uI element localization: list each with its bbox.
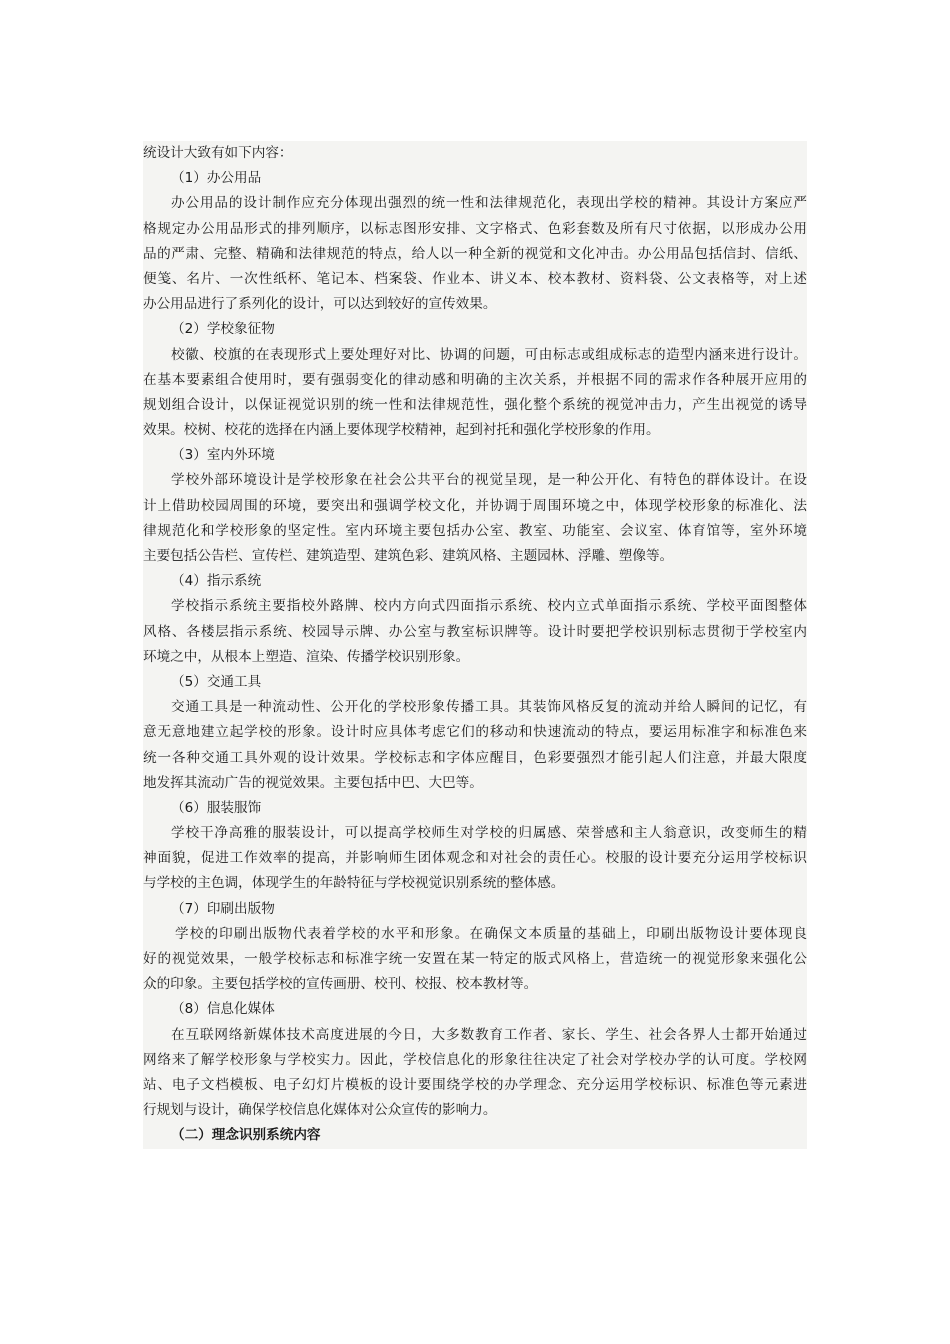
paragraph-line: 便笺、名片、一次性纸杯、笔记本、档案袋、作业本、讲义本、校本教材、资料袋、公文表格等，对上述 <box>143 270 807 287</box>
intro-line: 统设计大致有如下内容： <box>143 145 293 161</box>
paragraph-line: 格规定办公用品形式的排列顺序，以标志图形安排、文字格式、色彩套数及所有尺寸依据，以形成办公用 <box>143 220 807 237</box>
paragraph-line: 统一各种交通工具外观的设计效果。学校标志和字体应醒目，色彩要强烈才能引起人们注意，并最大限度 <box>143 749 807 766</box>
paragraph-line: 学校指示系统主要指校外路牌、校内方向式四面指示系统、校内立式单面指示系统、学校平面图整体 <box>171 598 807 615</box>
next-section-heading: （二）理念识别系统内容 <box>171 1127 321 1144</box>
paragraph-line: 神面貌，促进工作效率的提高，并影响师生团体观念和对社会的责任心。校服的设计要充分运用学校标识 <box>143 850 807 867</box>
paragraph-line: 校徽、校旗的在表现形式上要处理好对比、协调的问题，可由标志或组成标志的造型内涵来进行设计。 <box>171 346 807 363</box>
paragraph-line: 地发挥其流动广告的视觉效果。主要包括中巴、大巴等。 <box>143 774 483 791</box>
paragraph-line: 意无意地建立起学校的形象。设计时应具体考虑它们的移动和快速流动的特点，要运用标准字和标准色来 <box>143 724 807 741</box>
paragraph-line: 在基本要素组合使用时，要有强弱变化的律动感和明确的主次关系，并根据不同的需求作各种展开应用的 <box>143 371 807 388</box>
paragraph-line: 风格、各楼层指示系统、校园导示牌、办公室与教室标识牌等。设计时要把学校识别标志贯彻于学校室内 <box>143 623 807 640</box>
section-heading: （3）室内外环境 <box>171 447 275 464</box>
section-heading: （4）指示系统 <box>171 573 262 590</box>
paragraph-line: 与学校的主色调，体现学生的年龄特征与学校视觉识别系统的整体感。 <box>143 875 565 892</box>
paragraph-line: 网络来了解学校形象与学校实力。因此，学校信息化的形象往往决定了社会对学校办学的认可度。学校网 <box>143 1051 807 1068</box>
paragraph-line: 主要包括公告栏、宣传栏、建筑造型、建筑色彩、建筑风格、主题园林、浮雕、塑像等。 <box>143 548 674 564</box>
section-heading: （2）学校象征物 <box>171 321 275 338</box>
section-heading: （1）办公用品 <box>171 170 262 187</box>
paragraph-line: 效果。校树、校花的选择在内涵上要体现学校精神，起到衬托和强化学校形象的作用。 <box>143 422 660 439</box>
paragraph-line: 学校外部环境设计是学校形象在社会公共平台的视觉呈现，是一种公开化、有特色的群体设计。在设 <box>171 472 807 489</box>
paragraph-line: 好的视觉效果，一般学校标志和标准字统一安置在某一特定的版式风格上，营造统一的视觉形象来强化公 <box>143 951 807 967</box>
paragraph-line: 学校的印刷出版物代表着学校的水平和形象。在确保文本质量的基础上，印刷出版物设计要体现良 <box>175 925 807 942</box>
paragraph-line: 在互联网络新媒体技术高度进展的今日，大多数教育工作者、家长、学生、社会各界人士都开始通过 <box>171 1026 807 1043</box>
paragraph-line: 站、电子文档模板、电子幻灯片模板的设计要围绕学校的办学理念、充分运用学校标识、标准色等元素进 <box>143 1076 807 1093</box>
paragraph-line: 办公用品进行了系列化的设计，可以达到较好的宣传效果。 <box>143 296 497 313</box>
paragraph-line: 规划组合设计，以保证视觉识别的统一性和法律规范性，强化整个系统的视觉冲击力，产生出视觉的诱导 <box>143 396 807 413</box>
paragraph-line: 环境之中，从根本上塑造、渲染、传播学校识别形象。 <box>143 648 470 665</box>
section-heading: （6）服装服饰 <box>171 799 262 816</box>
paragraph-line: 众的印象。主要包括学校的宣传画册、校刊、校报、校本教材等。 <box>143 976 538 993</box>
section-heading: （7）印刷出版物 <box>171 900 275 917</box>
paragraph-line: 学校干净高雅的服装设计，可以提高学校师生对学校的归属感、荣誉感和主人翁意识，改变师生的精 <box>171 825 807 842</box>
paragraph-line: 行规划与设计，确保学校信息化媒体对公众宣传的影响力。 <box>143 1102 497 1119</box>
document-body <box>143 141 807 1149</box>
paragraph-line: 律规范化和学校形象的坚定性。室内环境主要包括办公室、教室、功能室、会议室、体育馆等，室外环境 <box>143 522 807 539</box>
paragraph-line: 交通工具是一种流动性、公开化的学校形象传播工具。其装饰风格反复的流动并给人瞬间的记忆，有 <box>171 699 807 716</box>
paragraph-line: 办公用品的设计制作应充分体现出强烈的统一性和法律规范化，表现出学校的精神。其设计方案应严 <box>171 195 807 212</box>
section-heading: （5）交通工具 <box>171 673 262 690</box>
paragraph-line: 计上借助校园周围的环境，要突出和强调学校文化，并协调于周围环境之中，体现学校形象的标准化、法 <box>143 497 807 514</box>
paragraph-line: 品的严肃、完整、精确和法律规范的特点，给人以一种全新的视觉和文化冲击。办公用品包括信封、信纸、 <box>143 245 807 262</box>
section-heading: （8）信息化媒体 <box>171 1001 275 1018</box>
